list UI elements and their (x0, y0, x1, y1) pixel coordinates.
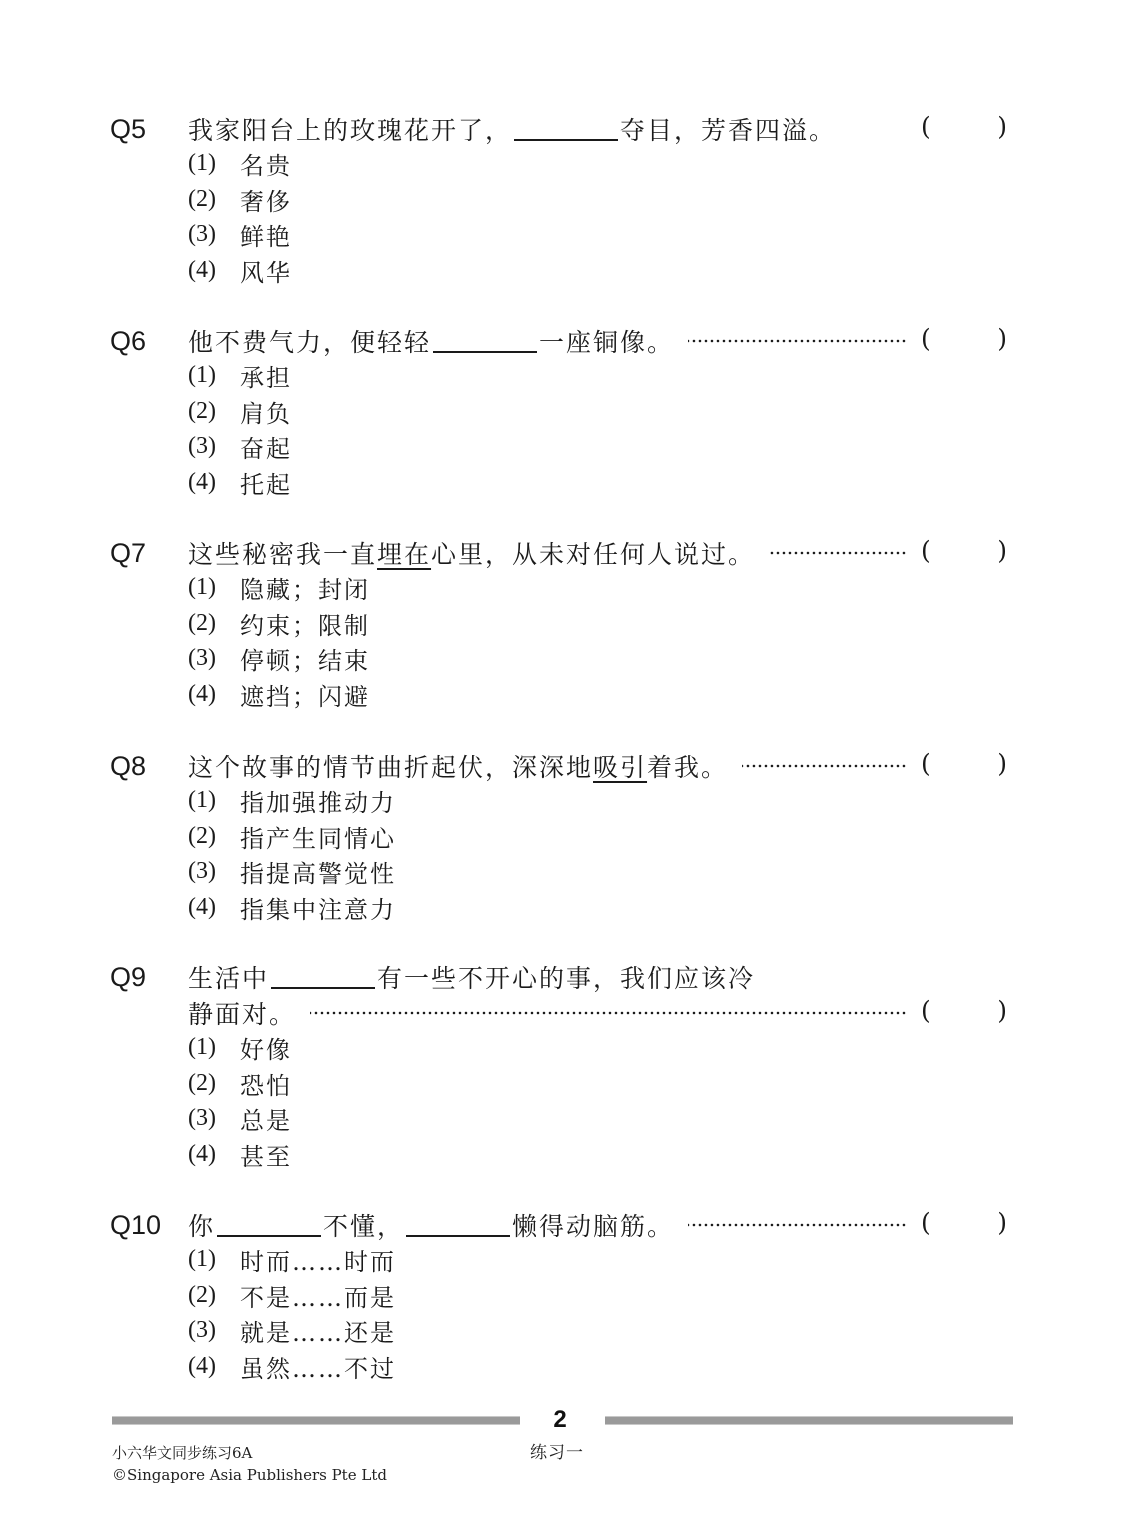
dotted-leader (742, 761, 907, 771)
answer-open-paren: ( (921, 749, 933, 778)
stem-text: 心里，从未对任何人说过。 (431, 540, 756, 569)
option-text: 奢侈 (240, 187, 292, 216)
option-number: (4) (188, 680, 216, 707)
stem-text: 着我。 (647, 753, 729, 782)
option-1 (188, 358, 292, 394)
answer-open-paren: ( (921, 536, 933, 565)
answer-box[interactable] (915, 1208, 1015, 1242)
option-number: (3) (188, 645, 216, 672)
option-text: 指产生同情心 (240, 824, 396, 853)
option-number: (3) (188, 1317, 216, 1344)
option-4 (188, 890, 396, 926)
answer-close-paren: ) (997, 112, 1009, 141)
option-text: 就是……还是 (240, 1319, 396, 1348)
option-text: 名贵 (240, 152, 292, 181)
answer-open-paren: ( (921, 1208, 933, 1237)
option-number: (2) (188, 185, 216, 212)
dotted-leader (688, 1220, 907, 1230)
answer-open-paren: ( (921, 112, 933, 141)
option-number: (3) (188, 221, 216, 248)
option-number: (1) (188, 787, 216, 814)
option-4 (188, 677, 370, 713)
underlined-phrase: 埋在 (377, 540, 432, 569)
option-text: 恐怕 (240, 1071, 292, 1100)
option-text: 隐藏；封闭 (240, 576, 370, 605)
option-text: 肩负 (240, 399, 292, 428)
answer-box[interactable] (915, 749, 1015, 783)
option-number: (4) (188, 893, 216, 920)
question-stem (188, 536, 1015, 570)
option-text: 指集中注意力 (240, 895, 396, 924)
option-3 (188, 641, 370, 677)
option-3 (188, 1313, 396, 1349)
option-text: 指加强推动力 (240, 789, 396, 818)
option-1 (188, 1030, 292, 1066)
option-number: (1) (188, 1034, 216, 1061)
option-number: (2) (188, 1281, 216, 1308)
option-text: 时而……时而 (240, 1248, 396, 1277)
question-stem (188, 324, 1015, 358)
underlined-phrase: 吸引 (593, 753, 648, 782)
option-number: (4) (188, 1140, 216, 1167)
options-list (188, 783, 396, 925)
stem-text: 一座铜像。 (539, 328, 675, 357)
stem-text: 你 (188, 1212, 216, 1241)
answer-close-paren: ) (997, 536, 1009, 565)
option-number: (3) (188, 1105, 216, 1132)
section-label: 练习一 (530, 1443, 584, 1463)
stem-text: 静面对。 (188, 1000, 297, 1029)
option-text: 不是……而是 (240, 1283, 396, 1312)
question-q8 (110, 749, 1015, 929)
book-title: 小六华文同步练习6A (112, 1444, 253, 1462)
dotted-leader (310, 1008, 907, 1018)
fill-in-blank[interactable] (406, 1213, 510, 1237)
question-number: Q6 (110, 326, 147, 356)
question-number: Q10 (110, 1210, 162, 1240)
question-stem-line-2 (188, 996, 1015, 1030)
answer-box[interactable] (915, 324, 1015, 358)
stem-text: 懒得动脑筋。 (512, 1212, 675, 1241)
option-number: (1) (188, 150, 216, 177)
question-stem (188, 112, 1015, 146)
options-list (188, 358, 292, 500)
question-stem-line-1 (188, 960, 1015, 994)
stem-text: 他不费气力，便轻轻 (188, 328, 432, 357)
option-number: (4) (188, 1352, 216, 1379)
option-text: 风华 (240, 258, 292, 287)
option-text: 承担 (240, 364, 292, 393)
page-number: 2 (553, 1406, 567, 1433)
question-stem (188, 1208, 1015, 1242)
answer-box[interactable] (915, 996, 1015, 1030)
leader-spacer (850, 124, 907, 134)
option-text: 奋起 (240, 435, 292, 464)
copyright-notice: ©Singapore Asia Publishers Pte Ltd (112, 1466, 387, 1484)
option-4 (188, 1349, 396, 1385)
footer-book-info (112, 1442, 387, 1486)
option-text: 托起 (240, 470, 292, 499)
dotted-leader (769, 548, 907, 558)
question-q5 (110, 112, 1015, 292)
question-q10 (110, 1208, 1015, 1388)
stem-text: 我家阳台上的玫瑰花开了， (188, 116, 513, 145)
option-text: 总是 (240, 1107, 292, 1136)
option-1 (188, 570, 370, 606)
stem-text: 有一些不开心的事，我们应该冷 (377, 964, 756, 993)
option-text: 鲜艳 (240, 223, 292, 252)
question-number: Q8 (110, 751, 147, 781)
answer-close-paren: ) (997, 749, 1009, 778)
option-3 (188, 429, 292, 465)
option-number: (2) (188, 609, 216, 636)
question-q7 (110, 536, 1015, 716)
option-number: (2) (188, 1069, 216, 1096)
question-stem (188, 749, 1015, 783)
option-2 (188, 819, 396, 855)
stem-text: 这些秘密我一直 (188, 540, 378, 569)
option-number: (1) (188, 574, 216, 601)
question-number: Q7 (110, 538, 147, 568)
footer-rule-right (605, 1416, 1013, 1425)
option-2 (188, 606, 370, 642)
footer-rule-left (112, 1416, 520, 1425)
option-2 (188, 182, 292, 218)
dotted-leader (688, 336, 907, 346)
answer-close-paren: ) (997, 324, 1009, 353)
fill-in-blank[interactable] (433, 329, 537, 353)
option-text: 约束；限制 (240, 611, 370, 640)
option-text: 遮挡；闪避 (240, 682, 370, 711)
question-q6 (110, 324, 1015, 504)
option-text: 虽然……不过 (240, 1354, 396, 1383)
stem-text: 这个故事的情节曲折起伏，深深地 (188, 753, 594, 782)
option-number: (3) (188, 858, 216, 885)
option-3 (188, 217, 292, 253)
answer-box[interactable] (915, 536, 1015, 570)
option-3 (188, 854, 396, 890)
option-number: (4) (188, 256, 216, 283)
question-number: Q9 (110, 962, 147, 992)
option-1 (188, 146, 292, 182)
option-number: (2) (188, 397, 216, 424)
option-text: 停顿；结束 (240, 647, 370, 676)
option-number: (4) (188, 468, 216, 495)
option-2 (188, 394, 292, 430)
fill-in-blank[interactable] (217, 1213, 321, 1237)
option-2 (188, 1066, 292, 1102)
option-number: (1) (188, 1246, 216, 1273)
question-q9 (110, 960, 1015, 1175)
option-1 (188, 1242, 396, 1278)
option-4 (188, 465, 292, 501)
answer-close-paren: ) (997, 996, 1009, 1025)
option-number: (2) (188, 822, 216, 849)
option-1 (188, 783, 396, 819)
option-4 (188, 1137, 292, 1173)
option-2 (188, 1278, 396, 1314)
option-number: (1) (188, 362, 216, 389)
fill-in-blank[interactable] (271, 965, 375, 989)
fill-in-blank[interactable] (514, 117, 618, 141)
option-text: 甚至 (240, 1142, 292, 1171)
option-text: 指提高警觉性 (240, 860, 396, 889)
answer-close-paren: ) (997, 1208, 1009, 1237)
option-3 (188, 1101, 292, 1137)
options-list (188, 146, 292, 288)
option-number: (3) (188, 433, 216, 460)
options-list (188, 1030, 292, 1172)
options-list (188, 1242, 396, 1384)
stem-text: 不懂， (323, 1212, 405, 1241)
option-text: 好像 (240, 1036, 292, 1065)
answer-box[interactable] (915, 112, 1015, 146)
stem-text: 生活中 (188, 964, 270, 993)
answer-open-paren: ( (921, 996, 933, 1025)
stem-text: 夺目，芳香四溢。 (620, 116, 837, 145)
answer-open-paren: ( (921, 324, 933, 353)
option-4 (188, 253, 292, 289)
options-list (188, 570, 370, 712)
question-number: Q5 (110, 114, 147, 144)
